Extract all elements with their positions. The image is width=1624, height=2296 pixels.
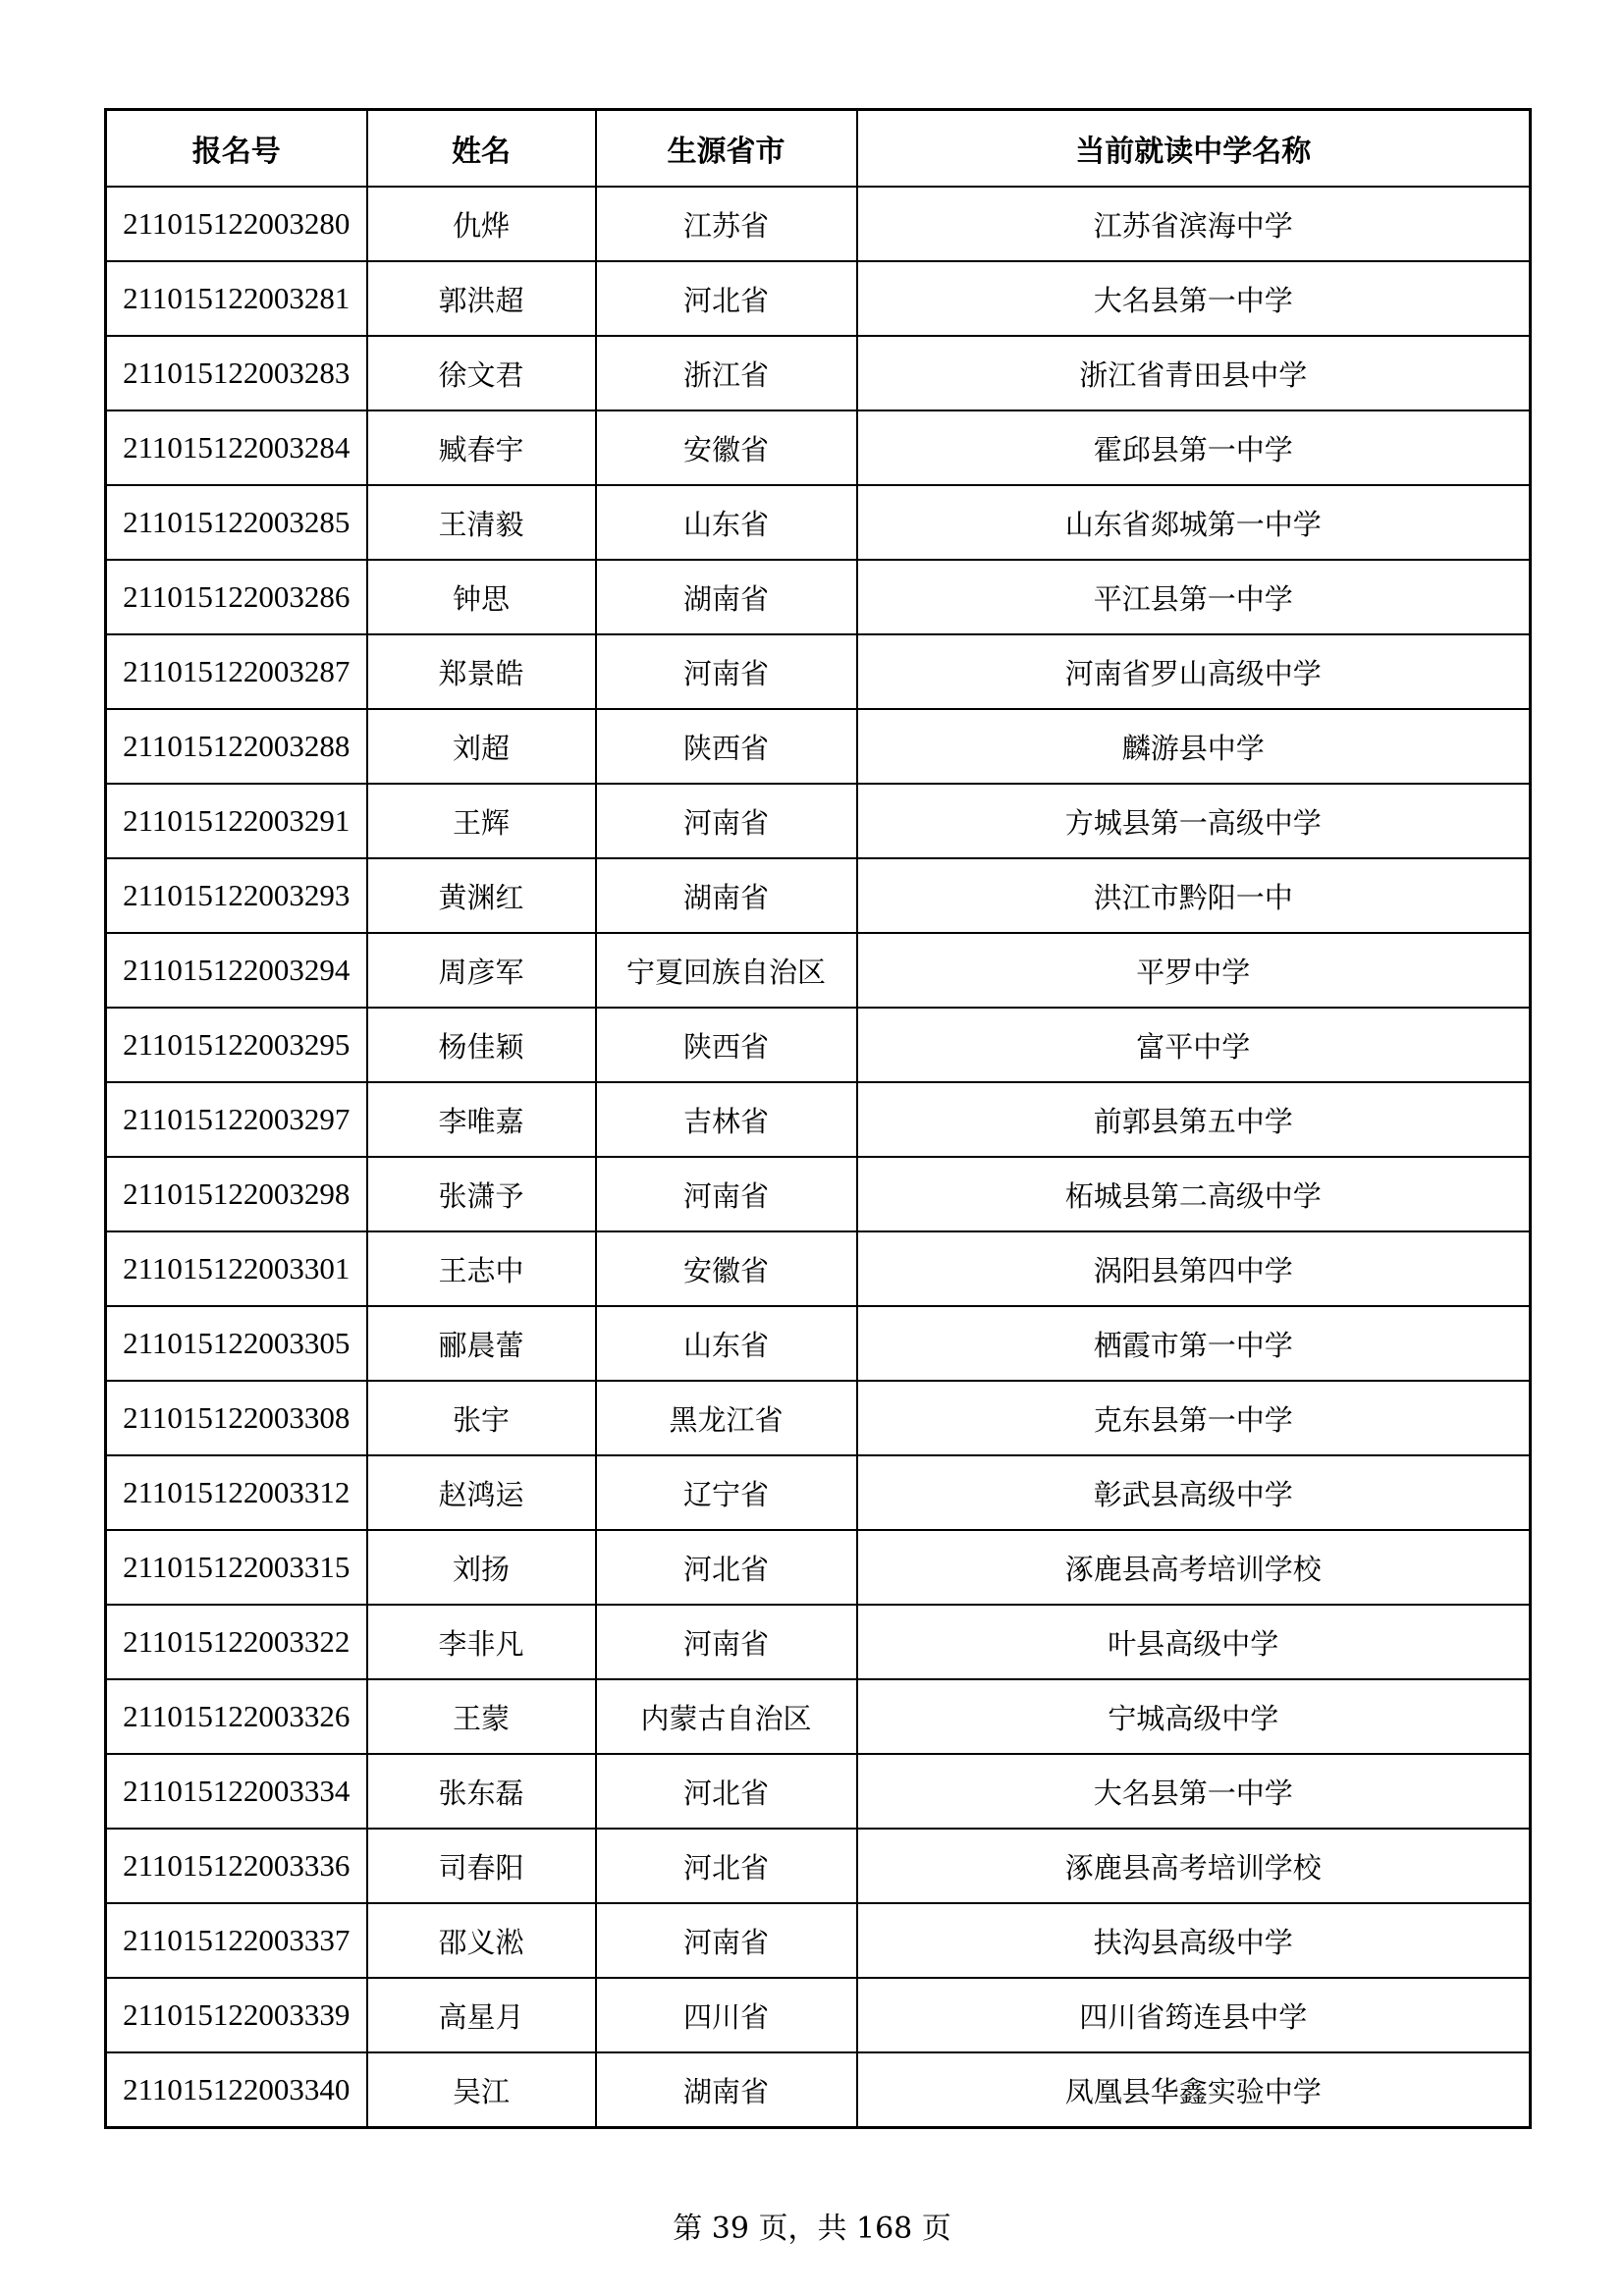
- province-cell: 内蒙古自治区: [596, 1679, 857, 1754]
- registration-number-cell: 211015122003339: [106, 1978, 367, 2052]
- province-cell: 河北省: [596, 261, 857, 336]
- table-row: [106, 261, 1531, 336]
- roster-table: [104, 108, 1532, 2129]
- province-cell: 河北省: [596, 1829, 857, 1903]
- province-cell: 江苏省: [596, 187, 857, 261]
- table-row: [106, 1978, 1531, 2052]
- school-cell: 洪江市黔阳一中: [857, 858, 1531, 933]
- province-cell: 黑龙江省: [596, 1381, 857, 1455]
- table-row: [106, 1231, 1531, 1306]
- registration-number-cell: 211015122003281: [106, 261, 367, 336]
- table-row: [106, 858, 1531, 933]
- school-cell: 平罗中学: [857, 933, 1531, 1008]
- name-cell: 黄渊红: [367, 858, 596, 933]
- table-row: [106, 560, 1531, 634]
- table-row: [106, 933, 1531, 1008]
- table-body: [106, 187, 1531, 2128]
- name-cell: 刘扬: [367, 1530, 596, 1605]
- province-cell: 河南省: [596, 784, 857, 858]
- registration-number-cell: 211015122003284: [106, 410, 367, 485]
- school-cell: 浙江省青田县中学: [857, 336, 1531, 410]
- school-cell: 平江县第一中学: [857, 560, 1531, 634]
- name-cell: 刘超: [367, 709, 596, 784]
- name-cell: 张宇: [367, 1381, 596, 1455]
- name-cell: 赵鸿运: [367, 1455, 596, 1530]
- table-row: [106, 485, 1531, 560]
- school-cell: 凤凰县华鑫实验中学: [857, 2052, 1531, 2128]
- name-cell: 王蒙: [367, 1679, 596, 1754]
- registration-number-cell: 211015122003288: [106, 709, 367, 784]
- name-cell: 邵义淞: [367, 1903, 596, 1978]
- registration-number-cell: 211015122003294: [106, 933, 367, 1008]
- registration-number-cell: 211015122003291: [106, 784, 367, 858]
- name-cell: 周彦军: [367, 933, 596, 1008]
- province-cell: 河北省: [596, 1754, 857, 1829]
- table-row: [106, 1903, 1531, 1978]
- school-cell: 彰武县高级中学: [857, 1455, 1531, 1530]
- registration-number-cell: 211015122003336: [106, 1829, 367, 1903]
- registration-number-cell: 211015122003340: [106, 2052, 367, 2128]
- school-cell: 涿鹿县高考培训学校: [857, 1829, 1531, 1903]
- table-row: [106, 1455, 1531, 1530]
- school-cell: 宁城高级中学: [857, 1679, 1531, 1754]
- province-cell: 河南省: [596, 1903, 857, 1978]
- registration-number-cell: 211015122003301: [106, 1231, 367, 1306]
- province-cell: 宁夏回族自治区: [596, 933, 857, 1008]
- school-cell: 霍邱县第一中学: [857, 410, 1531, 485]
- school-cell: 栖霞市第一中学: [857, 1306, 1531, 1381]
- name-cell: 王辉: [367, 784, 596, 858]
- table-row: [106, 784, 1531, 858]
- registration-number-cell: 211015122003286: [106, 560, 367, 634]
- school-cell: 涿鹿县高考培训学校: [857, 1530, 1531, 1605]
- name-cell: 王志中: [367, 1231, 596, 1306]
- table-row: [106, 1829, 1531, 1903]
- name-cell: 李非凡: [367, 1605, 596, 1679]
- table-row: [106, 634, 1531, 709]
- header-province: 生源省市: [596, 110, 857, 188]
- registration-number-cell: 211015122003295: [106, 1008, 367, 1082]
- registration-number-cell: 211015122003315: [106, 1530, 367, 1605]
- province-cell: 陕西省: [596, 1008, 857, 1082]
- name-cell: 王清毅: [367, 485, 596, 560]
- table-row: [106, 1306, 1531, 1381]
- province-cell: 湖南省: [596, 2052, 857, 2128]
- registration-number-cell: 211015122003293: [106, 858, 367, 933]
- name-cell: 郑景皓: [367, 634, 596, 709]
- name-cell: 徐文君: [367, 336, 596, 410]
- school-cell: 克东县第一中学: [857, 1381, 1531, 1455]
- table-row: [106, 1605, 1531, 1679]
- header-school: 当前就读中学名称: [857, 110, 1531, 188]
- province-cell: 湖南省: [596, 858, 857, 933]
- table-row: [106, 1754, 1531, 1829]
- school-cell: 叶县高级中学: [857, 1605, 1531, 1679]
- name-cell: 钟思: [367, 560, 596, 634]
- table-row: [106, 187, 1531, 261]
- name-cell: 郦晨蕾: [367, 1306, 596, 1381]
- table-header-row: [106, 110, 1531, 188]
- school-cell: 河南省罗山高级中学: [857, 634, 1531, 709]
- province-cell: 安徽省: [596, 1231, 857, 1306]
- province-cell: 河南省: [596, 634, 857, 709]
- name-cell: 郭洪超: [367, 261, 596, 336]
- header-registration-number: 报名号: [106, 110, 367, 188]
- name-cell: 仇烨: [367, 187, 596, 261]
- province-cell: 山东省: [596, 485, 857, 560]
- province-cell: 安徽省: [596, 410, 857, 485]
- school-cell: 大名县第一中学: [857, 261, 1531, 336]
- table-row: [106, 1082, 1531, 1157]
- province-cell: 河南省: [596, 1605, 857, 1679]
- province-cell: 辽宁省: [596, 1455, 857, 1530]
- table-row: [106, 1381, 1531, 1455]
- school-cell: 涡阳县第四中学: [857, 1231, 1531, 1306]
- registration-number-cell: 211015122003305: [106, 1306, 367, 1381]
- table-row: [106, 1530, 1531, 1605]
- name-cell: 司春阳: [367, 1829, 596, 1903]
- registration-number-cell: 211015122003283: [106, 336, 367, 410]
- province-cell: 山东省: [596, 1306, 857, 1381]
- name-cell: 张潇予: [367, 1157, 596, 1231]
- name-cell: 高星月: [367, 1978, 596, 2052]
- table-row: [106, 336, 1531, 410]
- school-cell: 江苏省滨海中学: [857, 187, 1531, 261]
- school-cell: 方城县第一高级中学: [857, 784, 1531, 858]
- province-cell: 河南省: [596, 1157, 857, 1231]
- registration-number-cell: 211015122003322: [106, 1605, 367, 1679]
- school-cell: 麟游县中学: [857, 709, 1531, 784]
- registration-number-cell: 211015122003280: [106, 187, 367, 261]
- school-cell: 四川省筠连县中学: [857, 1978, 1531, 2052]
- province-cell: 河北省: [596, 1530, 857, 1605]
- registration-number-cell: 211015122003334: [106, 1754, 367, 1829]
- school-cell: 前郭县第五中学: [857, 1082, 1531, 1157]
- name-cell: 杨佳颖: [367, 1008, 596, 1082]
- province-cell: 陕西省: [596, 709, 857, 784]
- school-cell: 大名县第一中学: [857, 1754, 1531, 1829]
- name-cell: 吴江: [367, 2052, 596, 2128]
- registration-number-cell: 211015122003287: [106, 634, 367, 709]
- school-cell: 山东省郯城第一中学: [857, 485, 1531, 560]
- school-cell: 富平中学: [857, 1008, 1531, 1082]
- registration-number-cell: 211015122003298: [106, 1157, 367, 1231]
- province-cell: 吉林省: [596, 1082, 857, 1157]
- province-cell: 湖南省: [596, 560, 857, 634]
- registration-number-cell: 211015122003285: [106, 485, 367, 560]
- table-row: [106, 1679, 1531, 1754]
- table-row: [106, 709, 1531, 784]
- header-name: 姓名: [367, 110, 596, 188]
- registration-number-cell: 211015122003312: [106, 1455, 367, 1530]
- province-cell: 浙江省: [596, 336, 857, 410]
- table-row: [106, 1157, 1531, 1231]
- name-cell: 张东磊: [367, 1754, 596, 1829]
- school-cell: 扶沟县高级中学: [857, 1903, 1531, 1978]
- table-row: [106, 410, 1531, 485]
- table-row: [106, 1008, 1531, 1082]
- registration-number-cell: 211015122003337: [106, 1903, 367, 1978]
- registration-number-cell: 211015122003308: [106, 1381, 367, 1455]
- province-cell: 四川省: [596, 1978, 857, 2052]
- name-cell: 臧春宇: [367, 410, 596, 485]
- name-cell: 李唯嘉: [367, 1082, 596, 1157]
- school-cell: 柘城县第二高级中学: [857, 1157, 1531, 1231]
- registration-number-cell: 211015122003326: [106, 1679, 367, 1754]
- page-footer: 第 39 页，共 168 页: [673, 2212, 951, 2246]
- registration-number-cell: 211015122003297: [106, 1082, 367, 1157]
- table-row: [106, 2052, 1531, 2128]
